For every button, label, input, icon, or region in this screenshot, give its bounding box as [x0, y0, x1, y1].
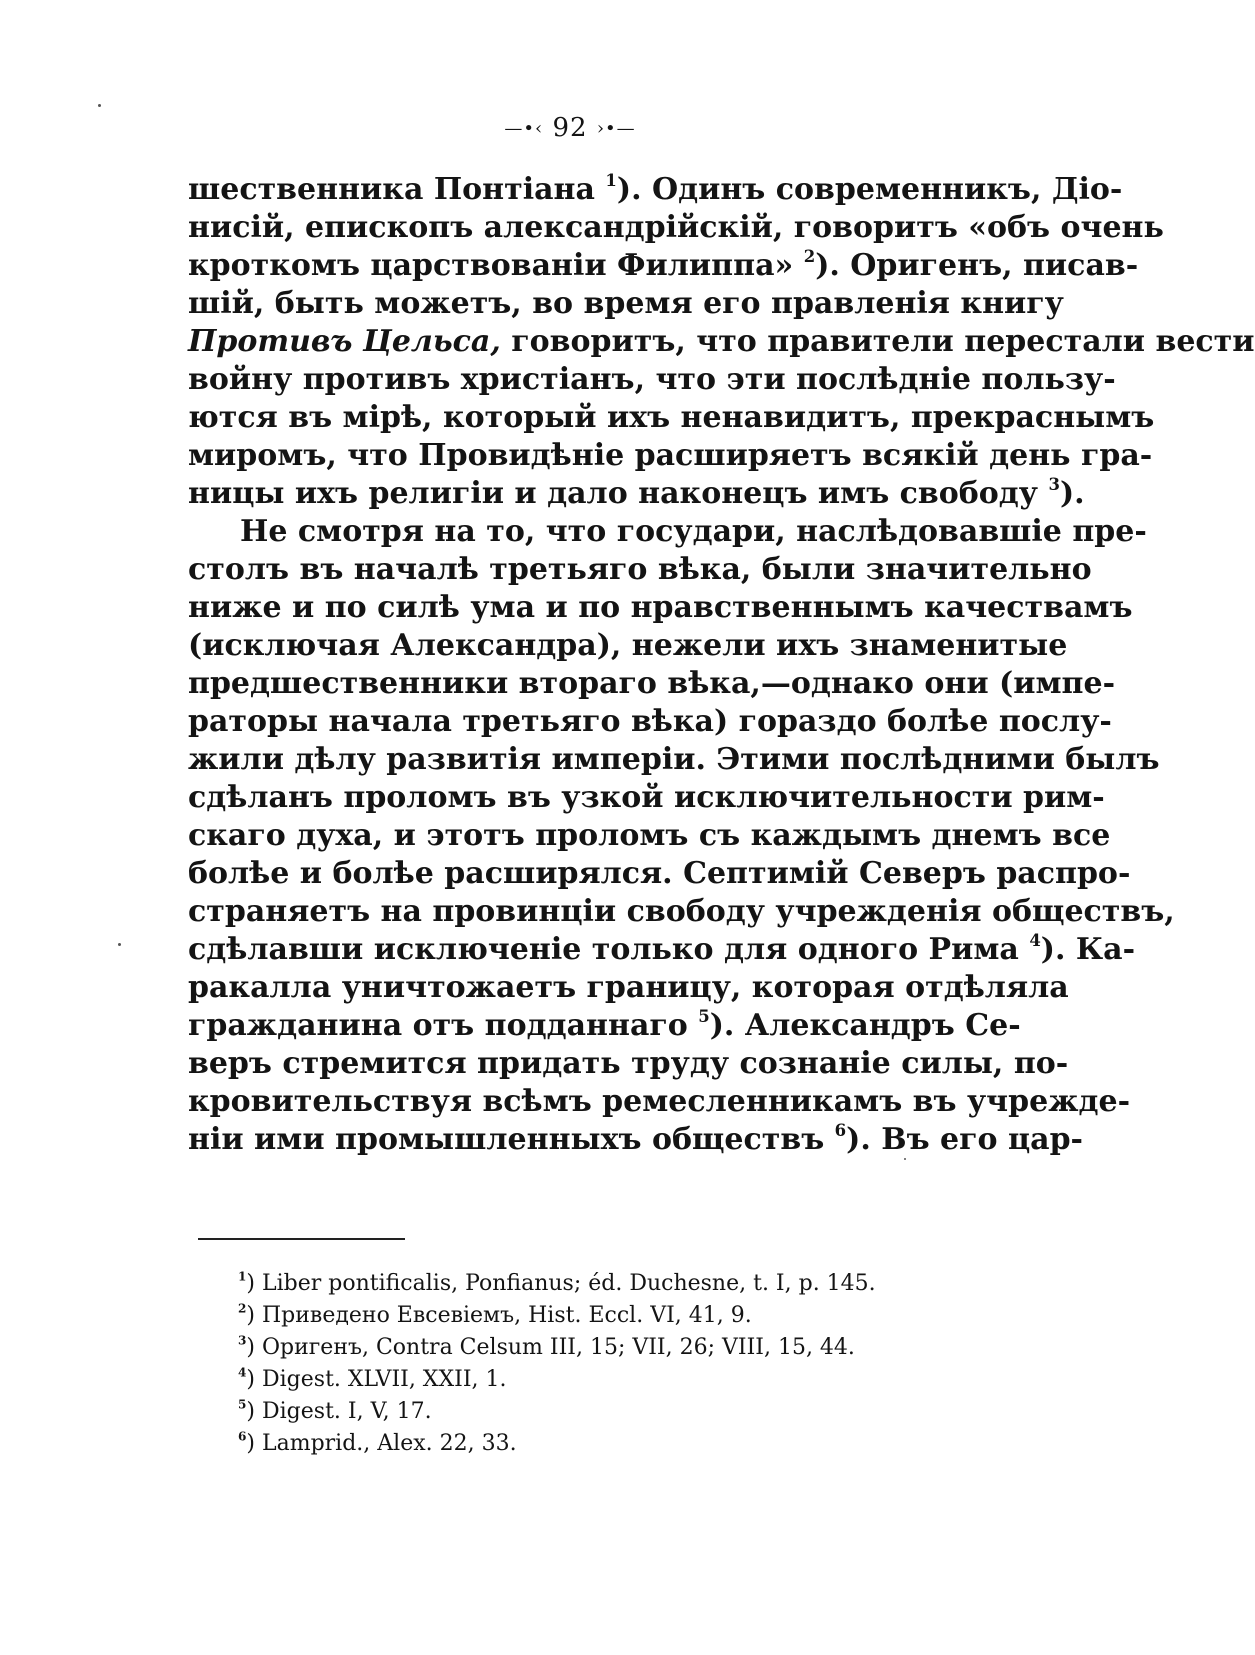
- footnote-mark: 2: [238, 1301, 247, 1316]
- footnote: $^5$) Digest. I, V, 17.: [238, 1397, 432, 1424]
- footnote-mark: 3: [238, 1333, 247, 1348]
- text-line: Не смотря на то, что государи, наслѣдовавшiе пре-: [240, 514, 1147, 549]
- footnote-mark: 1: [238, 1269, 247, 1284]
- footnote: $^3$) Оригенъ, Contra Celsum III, 15; VII, 26; VIII, 15, 44.: [238, 1333, 855, 1360]
- footnote-ref: 2: [803, 246, 816, 266]
- text-line: раторы начала третьяго вѣка) гораздо болѣе послу-: [188, 704, 1112, 739]
- text-line: предшественники втораго вѣка,—однако они (импе-: [188, 666, 1116, 701]
- text-line: ницы ихъ религiи и дало наконецъ имъ свободу $^3$).: [188, 474, 1085, 511]
- text-line: страняетъ на провинцiи свободу учрежденiя обществъ,: [188, 894, 1175, 929]
- footnote-separator: [198, 1238, 405, 1240]
- page-number-header: [0, 108, 1140, 149]
- text-line: столъ въ началѣ третьяго вѣка, были значительно: [188, 552, 1092, 587]
- text-line: шiй, быть можетъ, во время его правленiя книгу: [188, 286, 1064, 321]
- header-ornament-right: ›•—: [596, 118, 636, 139]
- scan-speck: [118, 943, 121, 946]
- text-line: (исключая Александра), нежели ихъ знаменитые: [188, 628, 1068, 663]
- text-line: шественника Понтiана $^1$). Одинъ современникъ, Дiо-: [188, 170, 1123, 207]
- text-line: кроткомъ царствованiи Филиппа» $^2$). Оригенъ, писав-: [188, 246, 1139, 283]
- text-line: болѣе и болѣе расширялся. Септимiй Северъ распро-: [188, 856, 1131, 891]
- scan-speck: [98, 104, 101, 107]
- footnote-ref: 1: [605, 170, 617, 190]
- footnote: $^1$) Liber pontificalis, Ponfianus; éd. Duchesne, t. I, p. 145.: [238, 1269, 876, 1296]
- footnote: $^2$) Приведено Евсевiемъ, Hist. Eccl. VI, 41, 9.: [238, 1301, 752, 1328]
- text-line: нисiй, епископъ александрiйскiй, говоритъ «объ очень: [188, 210, 1164, 245]
- footnote-ref: 6: [834, 1120, 847, 1140]
- text-line: ниже и по силѣ ума и по нравственнымъ качествамъ: [188, 590, 1133, 625]
- text-line: войну противъ христiанъ, что эти послѣднiе пользу-: [188, 362, 1116, 397]
- footnote-mark: 4: [238, 1365, 247, 1380]
- footnote-mark: 6: [238, 1429, 247, 1444]
- scan-speck: [904, 1158, 906, 1160]
- book-title: Противъ Цельса,: [188, 324, 501, 359]
- footnote-ref: 4: [1029, 930, 1041, 950]
- text-line: нiи ими промышленныхъ обществъ $^6$). Въ его цар-: [188, 1120, 1084, 1157]
- footnote: $^6$) Lamprid., Alex. 22, 33.: [238, 1429, 517, 1456]
- footnote-ref: 3: [1048, 474, 1060, 494]
- text-line: скаго духа, и этотъ проломъ съ каждымъ днемъ все: [188, 818, 1111, 853]
- text-line: веръ стремится придать труду сознанiе силы, по-: [188, 1046, 1069, 1081]
- header-ornament-left: —•‹: [504, 118, 544, 139]
- page-number: 92: [552, 113, 588, 143]
- text-line: гражданина отъ подданнаго $^5$). Александръ Се-: [188, 1006, 1021, 1043]
- text-line: жили дѣлу развитiя имперiи. Этими послѣдними былъ: [188, 742, 1160, 777]
- text-line: ракалла уничтожаетъ границу, которая отдѣляла: [188, 970, 1069, 1005]
- footnote: $^4$) Digest. XLVII, XXII, 1.: [238, 1365, 507, 1392]
- text-line: миромъ, что Провидѣнiе расширяетъ всякiй день гра-: [188, 438, 1153, 473]
- text-line: сдѣланъ проломъ въ узкой исключительности рим-: [188, 780, 1105, 815]
- footnote-ref: 5: [698, 1006, 710, 1026]
- text-line: ются въ мiрѣ, который ихъ ненавидитъ, прекраснымъ: [188, 400, 1155, 435]
- text-line: кровительствуя всѣмъ ремесленникамъ въ учрежде-: [188, 1084, 1131, 1119]
- text-line: сдѣлавши исключенiе только для одного Рима $^4$). Ка-: [188, 930, 1136, 967]
- text-line: Противъ Цельса, говоритъ, что правители перестали вести: [188, 324, 1255, 359]
- footnote-mark: 5: [238, 1397, 247, 1412]
